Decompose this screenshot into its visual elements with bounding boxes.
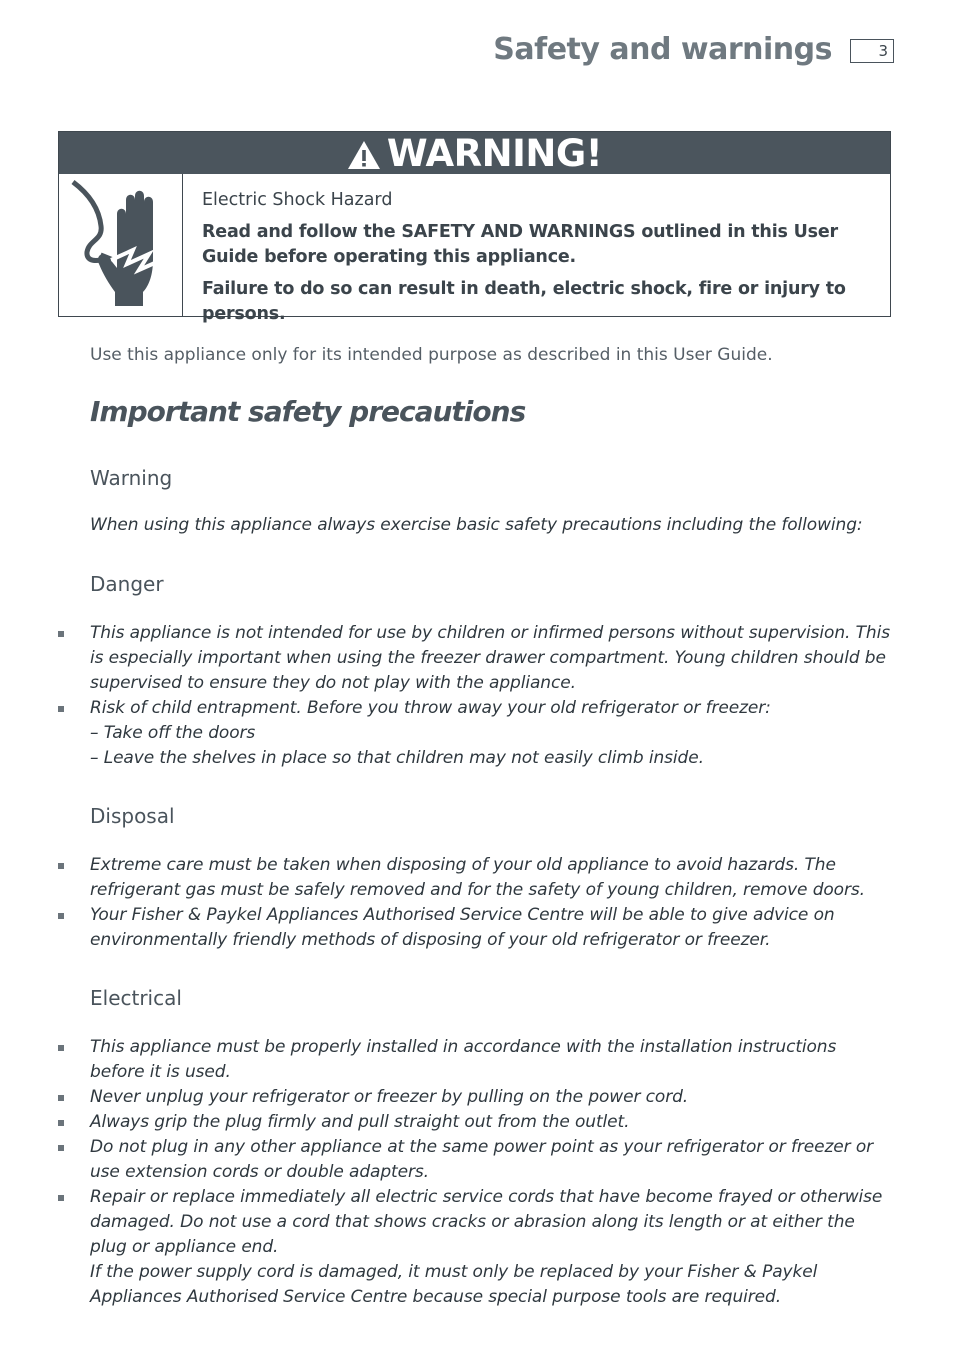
extra-note: If the power supply cord is damaged, it must only be replaced by your Fisher & Paykel Appliances Authorised Service Centre because special purpose tools are required. bbox=[90, 1262, 818, 1307]
disposal-subheading: Disposal bbox=[90, 804, 175, 828]
danger-list bbox=[56, 621, 892, 771]
list-item: Never unplug your refrigerator or freezer by pulling on the power cord. bbox=[56, 1085, 892, 1110]
warning-heading: Electric Shock Hazard bbox=[202, 190, 393, 210]
list-item: Risk of child entrapment. Before you throw away your old refrigerator or freezer: – Take off the doors – Leave the shelves in place so that children may not easily climb inside. bbox=[56, 696, 892, 771]
warning-line-1: Read and follow the SAFETY AND WARNINGS outlined in this User Guide before operating this appliance. bbox=[202, 222, 838, 267]
disposal-list bbox=[56, 853, 892, 953]
warning-text bbox=[202, 188, 870, 334]
page-title: Safety and warnings bbox=[493, 32, 832, 67]
bullet-icon bbox=[58, 1095, 64, 1101]
warning-subheading: Warning bbox=[90, 466, 173, 490]
warning-line-2: Failure to do so can result in death, electric shock, fire or injury to persons. bbox=[202, 279, 846, 324]
bullet-icon bbox=[58, 1195, 64, 1201]
intro-text: Use this appliance only for its intended purpose as described in this User Guide. bbox=[90, 345, 773, 365]
bullet-icon bbox=[58, 1145, 64, 1151]
list-item: Your Fisher & Paykel Appliances Authorised Service Centre will be able to give advice on environmentally friendly methods of disposing of your old refrigerator or freezer. bbox=[56, 903, 892, 953]
warning-lead-text: When using this appliance always exercise basic safety precautions including the following: bbox=[90, 515, 863, 535]
danger-subheading: Danger bbox=[90, 572, 164, 596]
list-item: Always grip the plug firmly and pull straight out from the outlet. bbox=[56, 1110, 892, 1135]
warning-banner-text: WARNING! bbox=[386, 132, 603, 175]
electric-shock-hand-icon bbox=[59, 174, 182, 316]
list-item: Repair or replace immediately all electric service cords that have become frayed or otherwise damaged. Do not use a cord that shows cracks or abrasion along its length or at either the plug or appliance end. If the power supply cord is damaged, it must only be replaced by your Fisher & Paykel Appliances Authorised Service Centre because special purpose tools are required. bbox=[56, 1185, 892, 1310]
list-item: Do not plug in any other appliance at the same power point as your refrigerator or freezer or use extension cords or double adapters. bbox=[56, 1135, 892, 1185]
sub-line: – Take off the doors bbox=[90, 723, 256, 743]
page-number: 3 bbox=[850, 39, 894, 63]
warning-banner bbox=[59, 132, 890, 174]
bullet-icon bbox=[58, 1120, 64, 1126]
bullet-icon bbox=[58, 706, 64, 712]
bullet-icon bbox=[58, 631, 64, 637]
list-item: Extreme care must be taken when disposing of your old appliance to avoid hazards. The refrigerant gas must be safely removed and for the safety of young children, remove doors. bbox=[56, 853, 892, 903]
electrical-subheading: Electrical bbox=[90, 986, 182, 1010]
bullet-icon bbox=[58, 1045, 64, 1051]
warning-triangle-icon bbox=[347, 140, 381, 170]
section-title: Important safety precautions bbox=[90, 395, 526, 428]
warning-box bbox=[58, 131, 891, 324]
list-item: This appliance must be properly installed in accordance with the installation instructions before it is used. bbox=[56, 1035, 892, 1085]
shock-hazard-cell bbox=[59, 174, 183, 316]
electrical-list bbox=[56, 1035, 892, 1310]
bullet-icon bbox=[58, 863, 64, 869]
list-item: This appliance is not intended for use by children or infirmed persons without supervision. This is especially important when using the freezer drawer compartment. Young children should be supervised to ensure they do not play with the appliance. bbox=[56, 621, 892, 696]
sub-line: – Leave the shelves in place so that children may not easily climb inside. bbox=[90, 748, 704, 768]
bullet-icon bbox=[58, 913, 64, 919]
